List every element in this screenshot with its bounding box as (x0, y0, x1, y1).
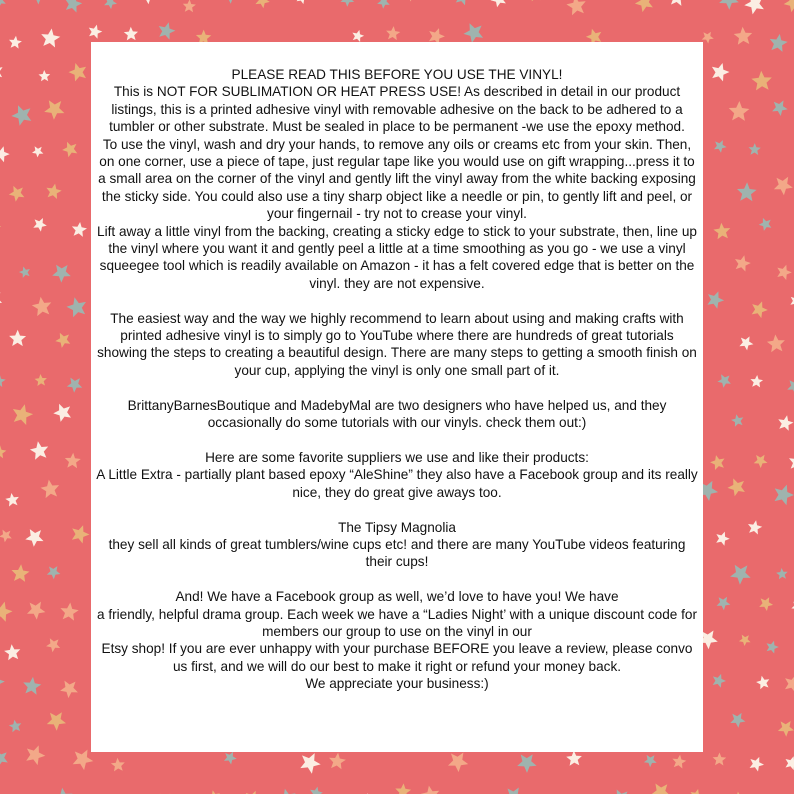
star-icon (491, 0, 506, 7)
star-icon (41, 29, 60, 48)
star-icon (69, 63, 87, 81)
star-icon (0, 146, 10, 162)
star-icon (47, 566, 61, 579)
star-icon (32, 297, 52, 316)
suppliers-intro: Here are some favorite suppliers we use and like their products: (205, 449, 589, 465)
star-icon (0, 221, 1, 234)
star-icon (54, 788, 73, 794)
star-icon (277, 789, 295, 794)
star-icon (730, 565, 751, 585)
star-icon (787, 380, 794, 395)
supplier-tipsy-magnolia-name: The Tipsy Magnolia (338, 519, 456, 535)
star-icon (713, 674, 726, 688)
star-icon (9, 36, 22, 49)
star-icon (785, 675, 794, 693)
star-icon (644, 755, 657, 767)
star-icon (517, 754, 536, 773)
star-icon (651, 784, 670, 794)
star-icon (111, 758, 125, 772)
vinyl-prep-paragraph: To use the vinyl, wash and dry your hands, to remove any oils or creams etc from your skin. Then, on one corner, use a piece of tape, just regular tape like you would use on gift wrapping...press it to a small area on the corner of the vinyl and gently lift the vinyl away from the white backing exposing the sticky side. You could also use a tiny sharp object like a needle or pin, to gently lift and peel, or your fingernail - try not to crease your vinyl. (98, 136, 696, 222)
star-icon (19, 267, 30, 278)
star-icon (672, 755, 686, 769)
star-icon (778, 721, 794, 737)
star-icon (73, 750, 94, 771)
star-icon (67, 378, 82, 393)
star-icon (777, 265, 792, 280)
star-icon (386, 26, 400, 40)
star-icon (750, 375, 763, 387)
star-icon (464, 23, 484, 43)
star-icon (310, 787, 323, 794)
sublimation-warning-paragraph: This is NOT FOR SUBLIMATION OR HEAT PRESS USE! As described in detail in our product listings, this is a printed adhesive vinyl with removable adhesive on the back to be adhered to a tumbler or other substrate. Must be sealed in place to be permanent -we use the epoxy method. (109, 84, 685, 135)
star-icon (505, 788, 523, 794)
star-icon (28, 0, 48, 5)
star-icon (52, 265, 71, 283)
star-icon (713, 223, 730, 240)
etsy-refund-line: Etsy shop! If you are ever unhappy with your purchase BEFORE you leave a review, please convo us first, and we will do our best to make it right or refund your money back. (101, 641, 693, 674)
star-icon (790, 295, 794, 308)
star-icon (5, 493, 19, 507)
star-icon (72, 525, 90, 543)
star-icon (784, 0, 794, 12)
thank-you-line: We appreciate your business:) (305, 676, 489, 692)
star-icon (749, 143, 761, 155)
star-icon (329, 753, 346, 770)
star-icon (44, 100, 64, 120)
star-icon (714, 140, 727, 153)
star-icon (46, 184, 61, 199)
star-icon (754, 455, 768, 468)
star-icon (9, 330, 26, 346)
star-icon (26, 745, 45, 765)
spacer (95, 571, 699, 588)
star-icon (0, 445, 6, 458)
supplier-tipsy-magnolia-description: they sell all kinds of great tumblers/wine cups etc! and there are many YouTube videos featuring their cups! (108, 536, 686, 570)
star-icon (717, 597, 731, 611)
star-icon (774, 177, 793, 196)
notice-title: PLEASE READ THIS BEFORE YOU USE THE VINYL! (231, 67, 563, 82)
star-icon (224, 0, 237, 4)
facebook-group-line: And! We have a Facebook group as well, we’d love to have you! We have (175, 589, 619, 605)
star-icon (752, 301, 768, 318)
star-icon (12, 564, 30, 582)
star-icon (528, 0, 542, 1)
star-icon (717, 374, 731, 387)
star-icon (635, 0, 653, 12)
star-icon (60, 681, 78, 699)
vinyl-application-paragraph: Lift away a little vinyl from the backing, creating a sticky edge to stick to your substrate, then, line up the vinyl where you want it and gently peel a little at a time smoothing as you go - we use a vinyl squeegee tool which is readily available on Amazon - it has a felt covered edge that is better on the vinyl. they are not expensive. (97, 223, 697, 291)
star-icon (89, 25, 103, 39)
star-icon (728, 478, 745, 496)
star-icon (759, 597, 773, 611)
star-icon (65, 453, 81, 469)
star-icon (421, 786, 439, 794)
star-icon (707, 291, 724, 308)
ladies-night-line: a friendly, helpful drama group. Each week we have a “Ladies Night’ with a unique discount code for members our group to use on the vinyl in our (97, 606, 697, 639)
star-icon (737, 182, 757, 201)
star-icon (65, 0, 82, 13)
star-icon (183, 0, 196, 12)
star-icon (55, 333, 70, 348)
star-icon (297, 0, 309, 4)
star-icon (691, 789, 704, 794)
star-icon (33, 218, 47, 232)
star-icon (611, 790, 629, 794)
star-icon (300, 753, 320, 774)
star-icon (0, 530, 12, 543)
star-icon (775, 485, 794, 506)
star-icon (566, 0, 585, 15)
spacer (95, 432, 699, 449)
star-icon (32, 146, 43, 157)
star-icon (25, 529, 43, 547)
star-icon (778, 415, 793, 431)
star-icon (744, 0, 764, 14)
star-icon (404, 0, 419, 2)
star-icon (0, 374, 6, 387)
star-icon (702, 32, 714, 44)
star-icon (377, 0, 390, 9)
star-icon (352, 30, 364, 42)
star-icon (341, 0, 355, 7)
star-icon (0, 291, 2, 308)
star-icon (208, 790, 220, 794)
star-icon (739, 336, 753, 350)
star-icon (41, 480, 60, 499)
star-icon (730, 713, 745, 728)
star-icon (395, 783, 411, 794)
star-icon (46, 638, 60, 652)
star-icon (27, 602, 45, 620)
star-icon (23, 677, 41, 695)
star-icon (748, 520, 762, 534)
star-icon (719, 0, 739, 10)
star-icon (159, 22, 176, 39)
spacer (95, 379, 699, 396)
star-icon (104, 0, 117, 9)
star-icon (712, 63, 730, 81)
star-icon (448, 753, 468, 773)
star-icon (789, 454, 794, 471)
star-icon (713, 753, 727, 766)
star-icon (716, 532, 730, 546)
star-icon (767, 335, 785, 353)
star-icon (786, 756, 794, 770)
star-icon (776, 568, 788, 579)
star-icon (710, 455, 724, 470)
star-icon (0, 675, 5, 689)
youtube-recommendation-paragraph: The easiest way and the way we highly recommend to learn about using and making crafts with printed adhesive vinyl is to simply go to YouTube where there are hundreds of great tutorials showing the steps to creating a beautiful design. There are many steps to getting a smooth finish on your cup, applying the vinyl is only one small part of it. (97, 310, 697, 378)
star-icon (39, 70, 51, 81)
star-icon (735, 255, 751, 271)
star-icon (60, 603, 78, 621)
star-icon (734, 27, 753, 45)
star-icon (124, 27, 138, 41)
star-icon (11, 105, 31, 126)
star-icon (224, 752, 237, 765)
spacer (95, 292, 699, 309)
star-icon (770, 34, 788, 52)
star-icon (13, 404, 33, 425)
star-icon (72, 222, 87, 237)
star-icon (669, 0, 686, 6)
star-icon (751, 71, 771, 91)
star-icon (62, 142, 77, 157)
star-icon (0, 64, 3, 80)
star-icon (566, 751, 582, 766)
star-icon (767, 641, 779, 654)
supplier-a-little-extra: A Little Extra - partially plant based epoxy “AleShine” they also have a Facebook group and its really nice, they do great give aways too. (96, 467, 698, 500)
star-icon (47, 712, 66, 731)
star-icon (255, 0, 269, 8)
star-icon (0, 750, 8, 766)
star-icon (30, 441, 48, 459)
star-icon (138, 0, 158, 4)
star-icon (731, 414, 743, 427)
star-icon (4, 644, 20, 660)
star-icon (9, 720, 21, 733)
star-icon (772, 100, 788, 116)
star-icon (756, 676, 769, 690)
star-icon (0, 0, 6, 7)
star-icon (67, 297, 87, 317)
star-icon (53, 404, 71, 422)
spacer (95, 501, 699, 518)
star-icon (750, 757, 764, 772)
instructions-card (91, 42, 703, 752)
star-icon (739, 635, 751, 646)
star-icon (0, 602, 12, 622)
star-icon (9, 186, 25, 202)
designers-paragraph: BrittanyBarnesBoutique and MadebyMal are two designers who have helped us, and they occasionally do some tutorials with our vinyls. check them out:) (127, 397, 667, 431)
star-icon (759, 218, 772, 231)
star-icon (35, 374, 47, 386)
star-icon (729, 101, 750, 121)
star-icon (456, 0, 471, 5)
